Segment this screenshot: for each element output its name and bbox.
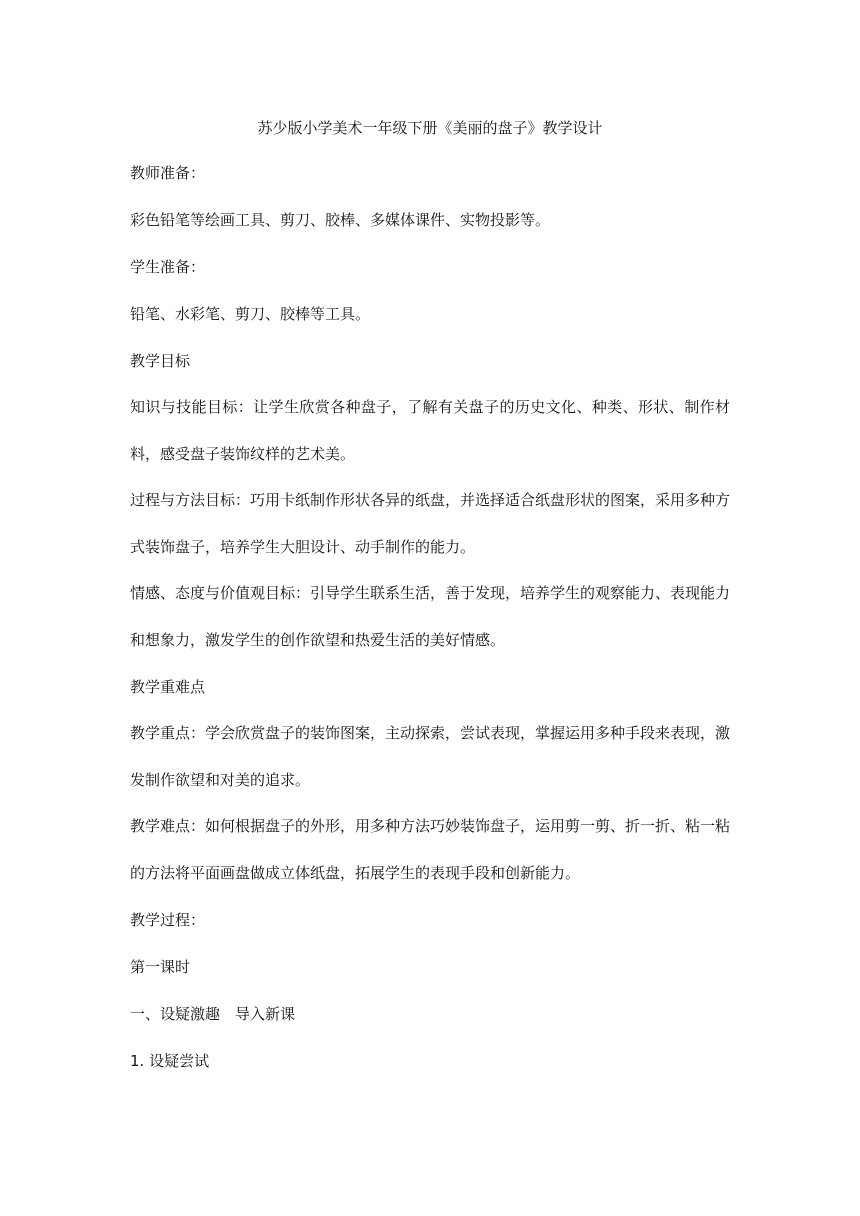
- paragraph-step-one: 1. 设疑尝试: [130, 1052, 210, 1070]
- paragraph-student-prep-heading: 学生准备：: [130, 258, 206, 276]
- paragraph-process-objective: 过程与方法目标：巧用卡纸制作形状各异的纸盘，并选择适合纸盘形状的图案，采用多种方式装饰盘子，培养学生大胆设计、动手制作的能力。: [130, 491, 731, 556]
- paragraph-emotion-objective: 情感、态度与价值观目标：引导学生联系生活，善于发现，培养学生的观察能力、表现能力和想象力，激发学生的创作欲望和热爱生活的美好情感。: [130, 584, 731, 649]
- paragraph-teacher-prep: 彩色铅笔等绘画工具、剪刀、胶棒、多媒体课件、实物投影等。: [130, 211, 551, 229]
- paragraph-teacher-prep-heading: 教师准备：: [130, 164, 206, 182]
- paragraph-process-heading: 教学过程：: [130, 911, 206, 929]
- paragraph-section-one: 一、设疑激趣 导入新课: [130, 1005, 296, 1023]
- paragraph-teaching-difficulty: 教学难点：如何根据盘子的外形，用多种方法巧妙装饰盘子，运用剪一剪、折一折、粘一粘的方法将平面画盘做成立体纸盘，拓展学生的表现手段和创新能力。: [130, 817, 731, 882]
- paragraph-objectives-heading: 教学目标: [130, 352, 191, 370]
- paragraph-teaching-focus: 教学重点：学会欣赏盘子的装饰图案，主动探索，尝试表现，掌握运用多种手段来表现，激发制作欲望和对美的追求。: [130, 724, 731, 789]
- paragraph-knowledge-objective: 知识与技能目标：让学生欣赏各种盘子，了解有关盘子的历史文化、种类、形状、制作材料，感受盘子装饰纹样的艺术美。: [130, 398, 730, 463]
- document-body: [130, 161, 730, 1096]
- paragraph-student-prep: 铅笔、水彩笔、剪刀、胶棒等工具。: [130, 305, 371, 323]
- document-title: 苏少版小学美术一年级下册《美丽的盘子》教学设计: [257, 119, 603, 137]
- paragraph-key-points-heading: 教学重难点: [130, 678, 206, 696]
- paragraph-first-lesson: 第一课时: [130, 958, 191, 976]
